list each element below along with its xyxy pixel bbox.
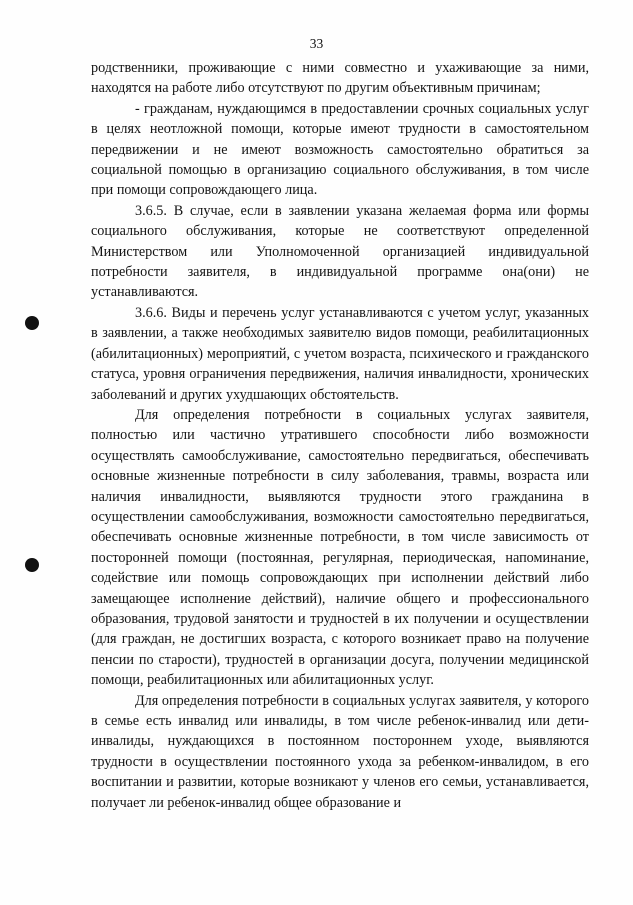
paragraph-3-6-6: 3.6.6. Виды и перечень услуг устанавливаются с учетом услуг, указанных в заявлении, а также необходимых заявителю видов помощи, реабилитационных (абилитационных) мероприятий, с учетом возраста, психического и гражданского статуса, уровня ограничения передвижения, наличия инвалидности, хронических заболеваний и других ухудшающих обстоятельств.: [91, 304, 589, 403]
paragraph-continuation: родственники, проживающие с ними совместно и ухаживающие за ними, находятся на работе либо отсутствуют по другим объективным причинам;: [91, 60, 589, 97]
page-number: 33: [309, 36, 324, 51]
document-body: [91, 58, 589, 813]
paragraph-need-assessment: Для определения потребности в социальных услугах заявителя, полностью или частично утратившего способности либо возможности осуществлять самообслуживание, самостоятельно передвигаться, обеспечивать основные жизненные потребности в силу заболевания, травмы, возраста или наличия инвалидности, выявляются трудности этого гражданина в осуществлении самообслуживания, возможности самостоятельно передвигаться, обеспечивать основные жизненные потребности, в том числе зависимость от посторонней помощи (постоянная, регулярная, периодическая, напоминание, содействие или помощь сопровождающих при исполнении действий либо замещающее исполнение действий), наличие общего и профессионального образования, трудовой занятости и трудностей в их получении и осуществлении (для граждан, не достигших возраста, с которого возникает право на получение пенсии по старости), трудностей в организации досуга, получении медицинской помощи, реабилитационных или абилитационных услуг.: [91, 406, 589, 689]
paragraph-family-disabled: Для определения потребности в социальных услугах заявителя, у которого в семье есть инвалид или инвалиды, в том числе ребенок-инвалид или дети-инвалиды, нуждающихся в постоянном постороннем уходе, выявляются трудности в осуществлении постоянного ухода за ребенком-инвалидом, в его воспитании и развитии, которые возникают у членов его семьи, устанавливается, получает ли ребенок-инвалид общее образование и: [91, 692, 589, 811]
paragraph-3-6-5: 3.6.5. В случае, если в заявлении указана желаемая форма или формы социального обслуживания, которые не соответствуют определенной Министерством или Уполномоченной организацией индивидуальной потребности заявителя, в индивидуальной программе она(они) не устанавливаются.: [91, 202, 589, 301]
punch-hole-mark: [25, 316, 39, 330]
paragraph-urgent-services: - гражданам, нуждающимся в предоставлении срочных социальных услуг в целях неотложной помощи, которые имеют трудности в самостоятельном передвижении и не имеют возможность самостоятельно обратиться за социальной помощью в организацию социального обслуживания, в том числе при помощи сопровождающего лица.: [91, 100, 589, 199]
punch-hole-mark: [25, 558, 39, 572]
